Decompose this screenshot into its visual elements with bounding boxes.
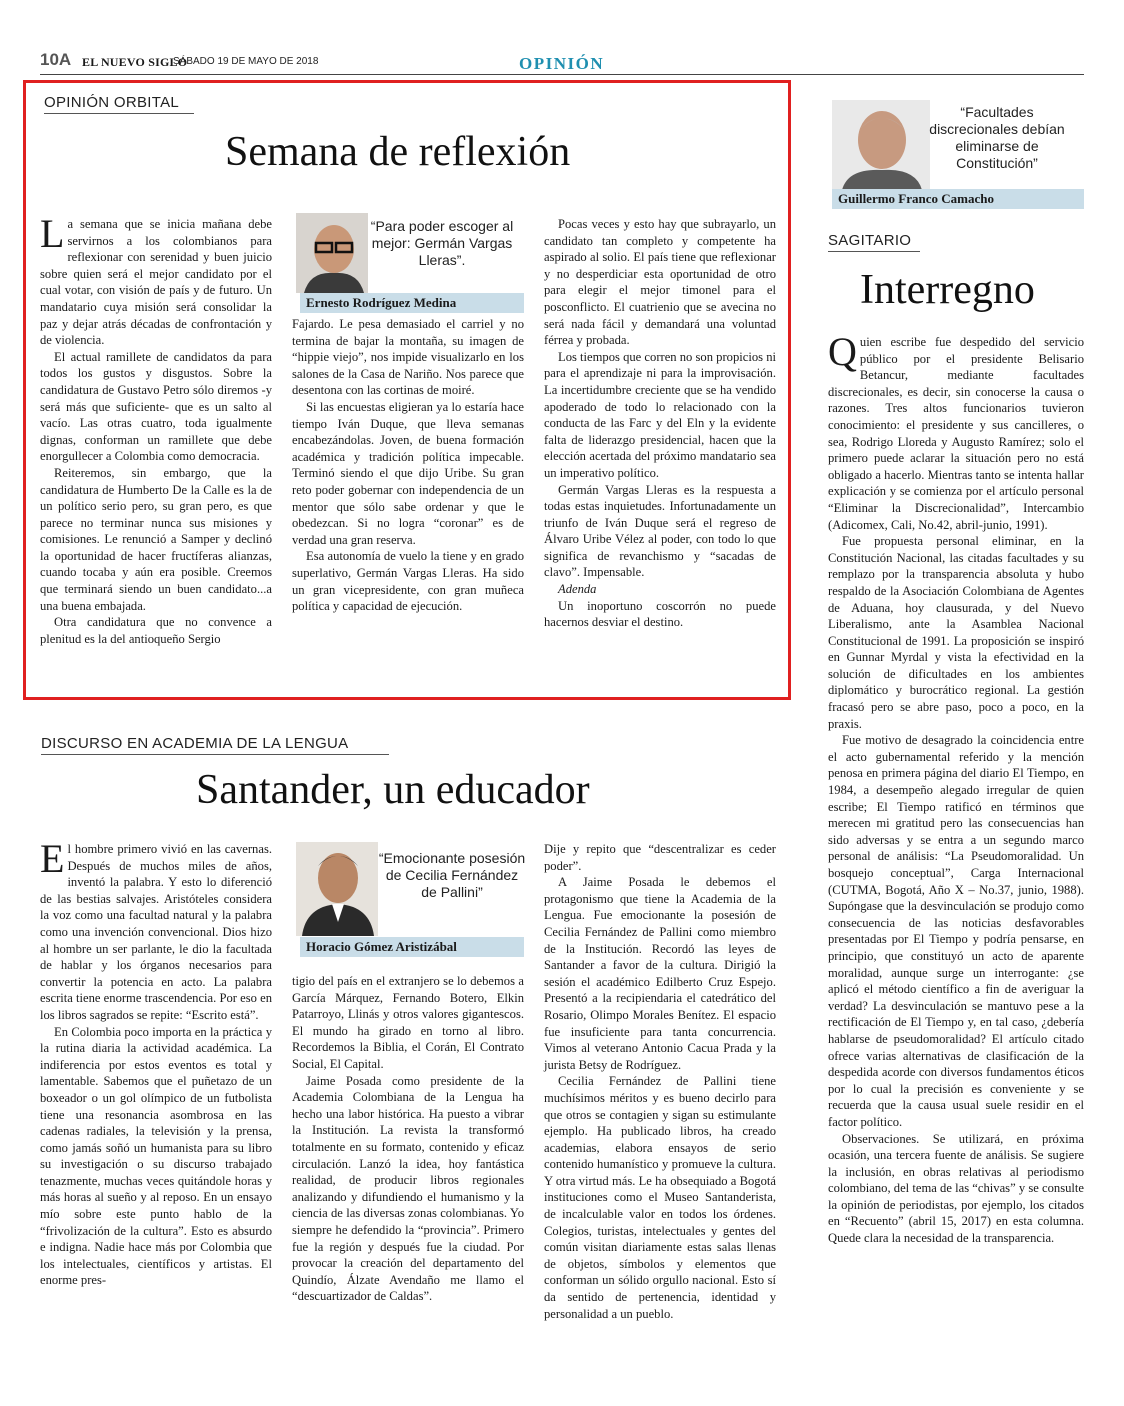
article1-col1-para: La semana que se inicia mañana debe servirnos a los colombianos para reflexionar con serenidad y buen juicio sobre quien será el mejor candidato por el cual votar, con visión de país y de futuro. Un mandatario cuya misión será consolidar la paz y dejar atrás décadas de confrontación y de violencia. bbox=[40, 211, 272, 348]
article2-headline: Santander, un educador bbox=[196, 767, 590, 813]
article1-col1-para: El actual ramillete de candidatos da para todos los gustos y disgustos. Sobre la candidatura de Gustavo Petro sólo diremos -y será más que suficiente- que es un salto al vacío. Las otras cuatro, toda igualmente dignas, conforman un ramillete que debe enorgullecer a Colombia como democracia. bbox=[40, 349, 272, 464]
article2-column-3 bbox=[544, 841, 776, 1322]
article3-para: Fue motivo de desagrado la coincidencia entre el acto gubernamental referido y la mención penosa en primera página del diario El Tiempo, en 1984, a desempeño alegado irregular de quien escribe; El Tiempo ratificó en términos que merecen mi gratitud pero las consecuencias han sido adversas y se entra a un segundo marco personal de análisis: “La Pseudomoralidad. Un bosquejo conceptual”, Carga Internacional (CUTMA, Bogotá, Año X – No.37, junio, 1988). Supóngase que la desvinculación se produjo como consecuencia de las noticias desfavorables presentadas por El Tiempo y podría pensarse, en principio, que constituyó un acto de aparente moralidad, aunque surge un interrogante: ¿se aplicó el método científico a fin de averiguar la verdad? La desvinculación se mantuvo pese a la rectificación de El Tiempo y, en tal caso, ¿debería hablarse de pseudomoralidad? El artículo citado ofrece varias alternativas de clasificación de la despedida acorde con diversos fundamentos éticos por lo cual la precisión es conveniente y se recuerda que la causa usual suele residir en el factor político. bbox=[828, 733, 1084, 1129]
article1-column-1 bbox=[40, 211, 272, 647]
article1-column-2 bbox=[292, 316, 524, 615]
article2-col1-para: El hombre primero vivió en las cavernas. Después de muchos miles de años, inventó la palabra. Y esto lo diferenció de las bestias salvajes. Aristóteles considera la voz como una facultad natural y la palabra como una invención convencional. Dios hizo al hombre un ser parlante, le dio la facultada de hablar y los órganos necesarios para convertir la potencia en acto. La palabra escrita tiene enorme trascendencia. Por eso en los libros sagrados se repite: “Escrito está”. bbox=[40, 836, 272, 1022]
article1-col2-para: Fajardo. Le pesa demasiado el carriel y no termina de bajar la montaña, su imagen de “hippie viejo”, nos impide visualizarlo en los salones de la Casa de Nariño. Nos parece que desentona con las cortinas de moiré. bbox=[292, 317, 524, 398]
article1-col1-para: Reiteremos, sin embargo, que la candidatura de Humberto De la Calle es la de un político serio pero, su gran pero, es que parece no terminar nunca sus misiones y comisiones. Le renunció a Samper y declinó la oportunidad de hacer fructíferas alianzas, cuando tocaba y aún era posible. Creemos que terminará siendo un buen candidato...a una buena embajada. bbox=[40, 465, 272, 613]
article1-col3-para: Un inoportuno coscorrón no puede hacernos desviar el destino. bbox=[544, 598, 776, 630]
section-title: OPINIÓN bbox=[519, 54, 605, 73]
article1-col3-para: Germán Vargas Lleras es la respuesta a todas estas inquietudes. Infortunadamente un triunfo de Iván Duque será el regreso de Álvaro Uribe Vélez al poder, con todo lo que significa de revanchismo y “sacadas de clavo”. Impensable. bbox=[544, 482, 776, 580]
article3-para: Fue propuesta personal eliminar, en la Constitución Nacional, las citadas facultades y su remplazo por la transparencia absoluta y hubo respaldo de la Asociación Colombiana de Agentes de Aduana, hoy clausurada, y del Nuevo Liberalismo, ante la Asamblea Nacional Constitucional de 1991. La proposición se inspiró en Gunnar Myrdal y vista la efectividad en la solución de dificultades en los ambientes diplomático y burocrático regional. La gestión fracasó pero se abre paso, poco a poco, en la praxis. bbox=[828, 534, 1084, 731]
issue-date: SÁBADO 19 DE MAYO DE 2018 bbox=[173, 56, 319, 67]
article1-col3-para: Adenda bbox=[558, 582, 597, 597]
article1-col2-para: Esa autonomía de vuelo la tiene y en grado superlativo, Germán Vargas Lleras. Ha sido un gran vicepresidente, con gran muñeca política y capacidad de ejecución. bbox=[292, 549, 524, 614]
article3-kicker-rule bbox=[828, 251, 920, 252]
article1-col3-para: Los tiempos que corren no son propicios ni para el aprendizaje ni para la improvisación. La incertidumbre creciente que se ha vendido apoderado de todo lo relacionado con la conducta de las Farc y del Eln y la evidente falta de liderazgo presidencial, hacen que la elección acertada del próximo mandatario sea un imperativo político. bbox=[544, 349, 776, 480]
author-photo bbox=[296, 213, 368, 293]
author-quote: “Facultades discrecionales debían eliminarse de Constitución” bbox=[929, 104, 1065, 171]
author-quote: “Emocionante posesión de Cecilia Fernández de Pallini” bbox=[378, 850, 526, 900]
article1-kicker: OPINIÓN ORBITAL bbox=[44, 94, 180, 111]
article3-para: Quien escribe fue despedido del servicio público por el presidente Belisario Betancur, mediante facultades discrecionales, es decir, sin conocerse la causa o razones. Tres altos funcionarios tuvieron conocimiento: el presidente y sus cancilleres, o sea, Rodrigo Lloreda y Augusto Ramírez; solo el primero puede aclarar la situación pero no está obligado a hacerlo. Mientras tanto se intenta hallar explicación y se comienza por el artículo personal “Eliminar la Discrecionalidad”, Intercambio (Adicomex, Cali, No.42, abril-junio, 1991). bbox=[828, 329, 1084, 532]
article2-col2-para: tigio del país en el extranjero se lo debemos a García Márquez, Fernando Botero, Elkin Patarroyo, Llinás y otros valores gigantescos. El mundo ha girado en torno al libro. Recordemos la Biblia, el Corán, El Contrato Social, El Capital. bbox=[292, 974, 524, 1071]
author-byline: Ernesto Rodríguez Medina bbox=[300, 293, 524, 313]
article2-column-2 bbox=[292, 973, 524, 1305]
article1-headline: Semana de reflexión bbox=[225, 129, 571, 175]
article2-kicker: DISCURSO EN ACADEMIA DE LA LENGUA bbox=[41, 735, 349, 752]
article1-col2-para: Si las encuestas eligieran ya lo estaría hace tiempo Iván Duque, que lleva semanas encabezándolas. Joven, de buena formación académica y tradición política impecable. Terminó siendo el que dijo Uribe. Su gran reto poder gobernar con independencia de un mentor que sólo sabe ordenar y que le obedezcan. Si no logra “coronar” es de verdad una gran reserva. bbox=[292, 399, 524, 547]
article3-column bbox=[828, 329, 1084, 1247]
article2-col3-para: Cecilia Fernández de Pallini tiene muchísimos méritos y es bueno decirlo para que otros se contagien y sigan su estimulante ejemplo. Ha publicado libros, ha creado academias, elabora ensayos de serio contenido humanístico y promueve la cultura. Y otra virtud más. Le ha obsequiado a Bogotá instituciones como el Museo Santanderista, de incalculable valor en todos los órdenes. Colegios, turistas, intelectuales y gentes del común visitan diariamente estas salas llenas de objetos, símbolos y elementos que conforman un sólido orgullo nacional. Esto sí da sentido de pertenencia, identidad y personalidad a un pueblo. bbox=[544, 1074, 776, 1321]
article1-col1-para: Otra candidatura que no convence a plenitud es la del antioqueño Sergio bbox=[40, 615, 272, 646]
article2-col2-para: Jaime Posada como presidente de la Academia Colombiana de la Lengua ha hecho una labor histórica. Ha puesto a vibrar la Institución. La revista la transformó totalmente en su formato, contenido y eficaz circulación. Lanzó la idea, hoy fantástica realidad, de producir libros regionales analizando y difundiendo el humanismo y la ciencia de las diversas zonas colombianas. Yo siempre he defendido la “provincia”. Primero fue la región y después fue la ciudad. Por provocar la creación del departamento del Quindío, Álzate Avendaño me llamo el “descuartizador de Caldas”. bbox=[292, 1073, 524, 1304]
newspaper-name: EL NUEVO SIGLO bbox=[82, 55, 188, 69]
article2-col3-para: A Jaime Posada le debemos el protagonismo que tiene la Academia de la Lengua. Fue emocionante la posesión de Cecilia Fernández de Pallini como miembro de la Institución. Recordó las leyes de Santander a favor de la cultura. Dirigió la sesión el académico Edilberto Cruz Espejo. Presentó a la recipiendaria el catedrático del Rosario, Olimpo Morales Benítez. El espacio fue insuficiente para tanta concurrencia. Vimos al veterano Antonio Cacua Prada y la jurista Betsy de Rodríguez. bbox=[544, 875, 776, 1072]
article1-kicker-rule bbox=[44, 113, 194, 114]
author-quote: “Para poder escoger al mejor: Germán Vargas Lleras”. bbox=[370, 218, 514, 268]
article1-dropcap: L bbox=[40, 211, 65, 256]
article3-kicker: SAGITARIO bbox=[828, 232, 912, 249]
article2-column-1 bbox=[40, 836, 272, 1289]
page-number: 10A bbox=[40, 50, 72, 69]
author-byline: Horacio Gómez Aristizábal bbox=[300, 937, 524, 957]
article3-headline: Interregno bbox=[860, 267, 1035, 313]
article1-col3-para: Pocas veces y esto hay que subrayarlo, un candidato tan completo y competente ha aspirado al solio. El país tiene que reflexionar y no desperdiciar esta oportunidad de otro para elegir el mejor timonel para el posconflicto. El cuatrienio que se avecina no será nada fácil y demandará una voluntad férrea y probada. bbox=[544, 217, 776, 348]
article2-dropcap: E bbox=[40, 836, 65, 881]
author-photo bbox=[296, 842, 378, 936]
article2-col3-para: Dije y repito que “descentralizar es ceder poder”. bbox=[544, 842, 776, 873]
header-rule bbox=[40, 74, 1084, 75]
article2-kicker-rule bbox=[41, 754, 389, 755]
author-byline: Guillermo Franco Camacho bbox=[832, 189, 1084, 209]
article1-column-3 bbox=[544, 216, 776, 631]
article3-para: Observaciones. Se utilizará, en próxima ocasión, una tercera fuente de análisis. Se sugiere la inclusión, en obras relativas al periodismo colombiano, del tema de las “chivas” y se consulte la opinión de periodistas, por ejemplo, los citados en “Recuento” (abril 15, 2017) en esta columna. Quede clara la necesidad de la transparencia. bbox=[828, 1131, 1084, 1246]
article2-col1-para: En Colombia poco importa en la práctica y la rutina diaria la actividad académica. La indiferencia por estos eventos es total y lamentable. Sabemos que el puñetazo de un boxeador o un gol olímpico de un futbolista tiene una resonancia asombrosa en las cadenas radiales, la televisión y la prensa, como jamás soñó un humanista para su libro su investigación o su discurso trabajado tenazmente, muchas veces quitándole horas y más horas al sueño y al reposo. En un ensayo mío sobre este punto hablo de la “frivolización de la cultura”. Esto es absurdo e indigna. Nadie hace más por Colombia que los intelectuales, científicos y artistas. El enorme pres- bbox=[40, 1024, 272, 1288]
author-photo bbox=[832, 100, 930, 190]
article3-dropcap: Q bbox=[828, 329, 857, 374]
